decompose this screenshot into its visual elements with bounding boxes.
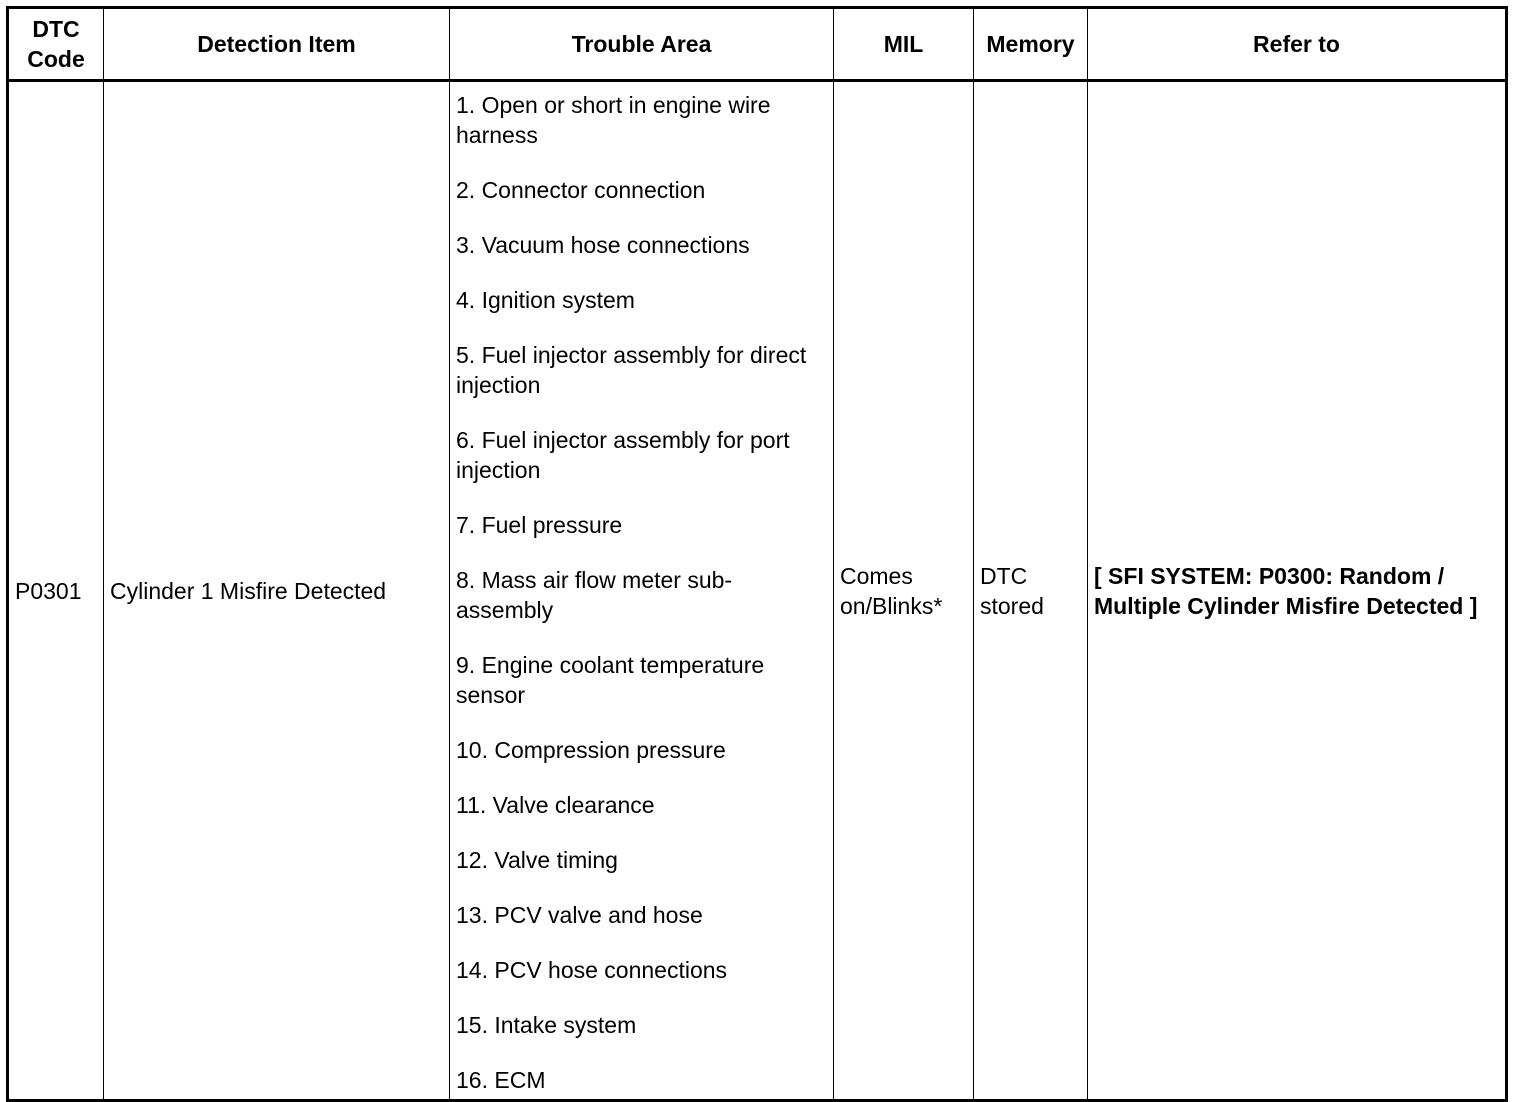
list-item: 11. Valve clearance [456, 792, 655, 818]
list-item: 8. Mass air flow meter sub-assembly [456, 567, 733, 623]
list-item: 10. Compression pressure [456, 737, 726, 763]
header-memory: Memory [974, 8, 1088, 81]
list-item: 2. Connector connection [456, 177, 706, 203]
list-item: 14. PCV hose connections [456, 957, 728, 983]
list-item: 12. Valve timing [456, 847, 618, 873]
detection-item-cell: Cylinder 1 Misfire Detected [104, 81, 450, 1101]
dtc-code-cell: P0301 [8, 81, 104, 1101]
header-refer-to: Refer to [1088, 8, 1507, 81]
list-item: 4. Ignition system [456, 287, 635, 313]
list-item: 6. Fuel injector assembly for port injection [456, 427, 790, 483]
header-trouble-area: Trouble Area [450, 8, 834, 81]
table-row [8, 81, 1507, 1101]
dtc-table [6, 6, 1508, 1102]
trouble-area-cell [450, 81, 834, 1101]
list-item: 5. Fuel injector assembly for direct injection [456, 342, 807, 398]
list-item: 1. Open or short in engine wire harness [456, 92, 771, 148]
table-header [8, 8, 1507, 81]
list-item: 13. PCV valve and hose [456, 902, 703, 928]
refer-to-link[interactable]: [ SFI SYSTEM: P0300: Random / Multiple Cylinder Misfire Detected ] [1088, 81, 1507, 1101]
table-body [8, 81, 1507, 1101]
list-item: 9. Engine coolant temperature sensor [456, 652, 765, 708]
list-item: 7. Fuel pressure [456, 512, 623, 538]
header-mil: MIL [834, 8, 974, 81]
mil-cell: Comes on/Blinks* [834, 81, 974, 1101]
list-item: 3. Vacuum hose connections [456, 232, 750, 258]
header-dtc-code: DTC Code [8, 8, 104, 81]
header-row [8, 8, 1507, 81]
list-item: 15. Intake system [456, 1012, 637, 1038]
memory-cell: DTC stored [974, 81, 1088, 1101]
trouble-area-list [456, 90, 827, 1095]
header-detection-item: Detection Item [104, 8, 450, 81]
list-item: 16. ECM [456, 1067, 546, 1093]
